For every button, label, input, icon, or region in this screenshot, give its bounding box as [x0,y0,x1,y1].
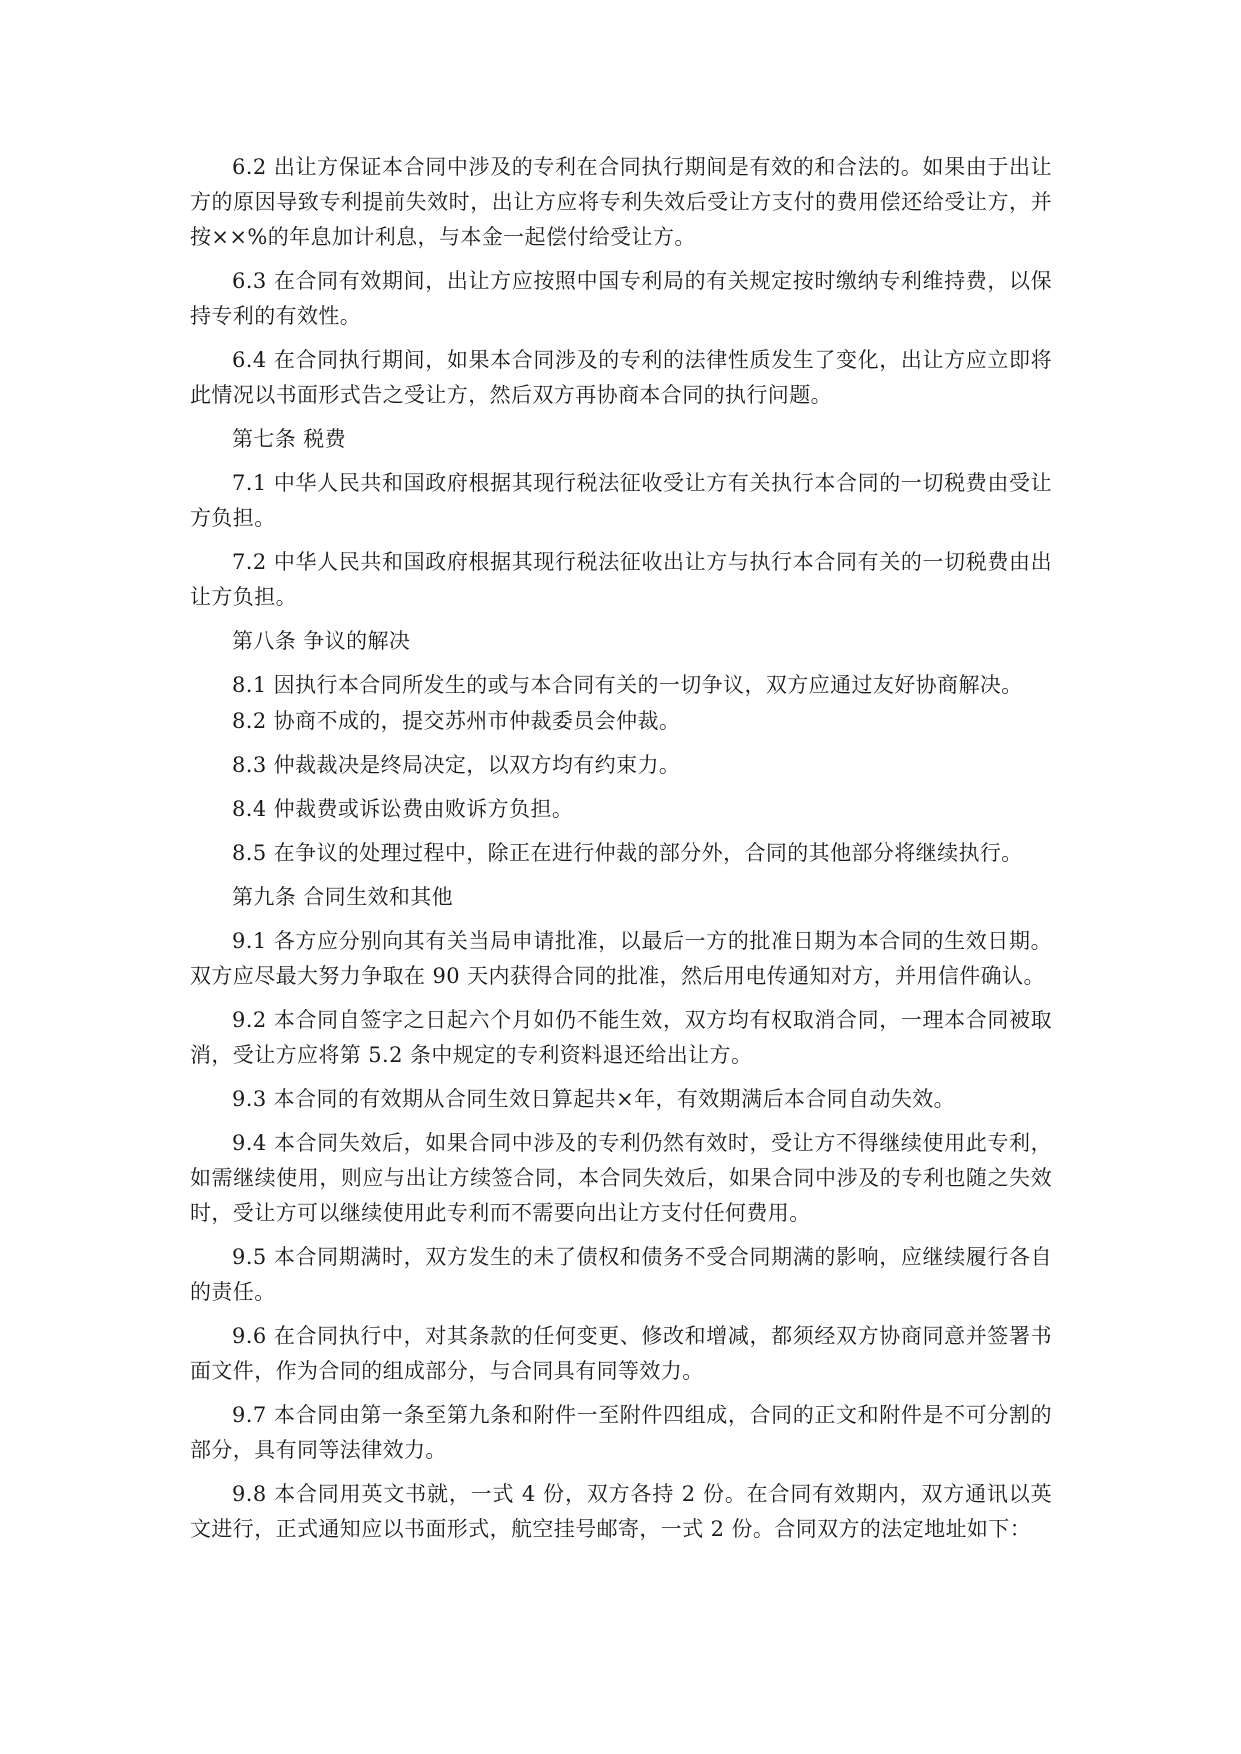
clause-6-4: 6.4 在合同执行期间，如果本合同涉及的专利的法律性质发生了变化，出让方应立即将此情况以书面形式告之受让方，然后双方再协商本合同的执行问题。 [190,348,1052,407]
article-8-heading: 第八条 争议的解决 [232,629,411,653]
clause-8-1: 8.1 因执行本合同所发生的或与本合同有关的一切争议，双方应通过友好协商解决。 [232,673,1023,697]
clause-9-7: 9.7 本合同由第一条至第九条和附件一至附件四组成，合同的正文和附件是不可分割的部分，具有同等法律效力。 [190,1403,1052,1462]
article-9-heading: 第九条 合同生效和其他 [232,885,454,909]
clause-9-4: 9.4 本合同失效后，如果合同中涉及的专利仍然有效时，受让方不得继续使用此专利，如需继续使用，则应与出让方续签合同，本合同失效后，如果合同中涉及的专利也随之失效时，受让方可以继续使用此专利而不需要向出让方支付任何费用。 [190,1131,1052,1225]
clause-9-2: 9.2 本合同自签字之日起六个月如仍不能生效，双方均有权取消合同，一理本合同被取消，受让方应将第 5.2 条中规定的专利资料退还给出让方。 [190,1008,1052,1067]
clause-8-5: 8.5 在争议的处理过程中，除正在进行仲裁的部分外，合同的其他部分将继续执行。 [232,841,1023,865]
clause-7-1: 7.1 中华人民共和国政府根据其现行税法征收受让方有关执行本合同的一切税费由受让方负担。 [190,471,1052,530]
clause-9-3: 9.3 本合同的有效期从合同生效日算起共×年，有效期满后本合同自动失效。 [232,1087,956,1111]
clause-9-6: 9.6 在合同执行中，对其条款的任何变更、修改和增减，都须经双方协商同意并签署书面文件，作为合同的组成部分，与合同具有同等效力。 [190,1324,1052,1383]
clause-9-5: 9.5 本合同期满时，双方发生的未了债权和债务不受合同期满的影响，应继续履行各自的责任。 [190,1245,1052,1304]
clause-8-2: 8.2 协商不成的，提交苏州市仲裁委员会仲裁。 [232,709,681,733]
clause-9-1: 9.1 各方应分别向其有关当局申请批准，以最后一方的批准日期为本合同的生效日期。双方应尽最大努力争取在 90 天内获得合同的批准，然后用电传通知对方，并用信件确认。 [190,929,1052,988]
article-7-heading: 第七条 税费 [232,427,347,451]
clause-8-4: 8.4 仲裁费或诉讼费由败诉方负担。 [232,797,574,821]
clause-9-8: 9.8 本合同用英文书就，一式 4 份，双方各持 2 份。在合同有效期内，双方通讯以英文进行，正式通知应以书面形式，航空挂号邮寄，一式 2 份。合同双方的法定地址如下： [190,1482,1052,1541]
clause-6-2: 6.2 出让方保证本合同中涉及的专利在合同执行期间是有效的和合法的。如果由于出让方的原因导致专利提前失效时，出让方应将专利失效后受让方支付的费用偿还给受让方，并按××%的年息加计利息，与本金一起偿付给受让方。 [190,155,1052,249]
document-page [190,150,1052,1556]
clause-8-3: 8.3 仲裁裁决是终局决定，以双方均有约束力。 [232,753,681,777]
clause-6-3: 6.3 在合同有效期间，出让方应按照中国专利局的有关规定按时缴纳专利维持费，以保持专利的有效性。 [190,269,1052,328]
clause-7-2: 7.2 中华人民共和国政府根据其现行税法征收出让方与执行本合同有关的一切税费由出让方负担。 [190,550,1052,609]
